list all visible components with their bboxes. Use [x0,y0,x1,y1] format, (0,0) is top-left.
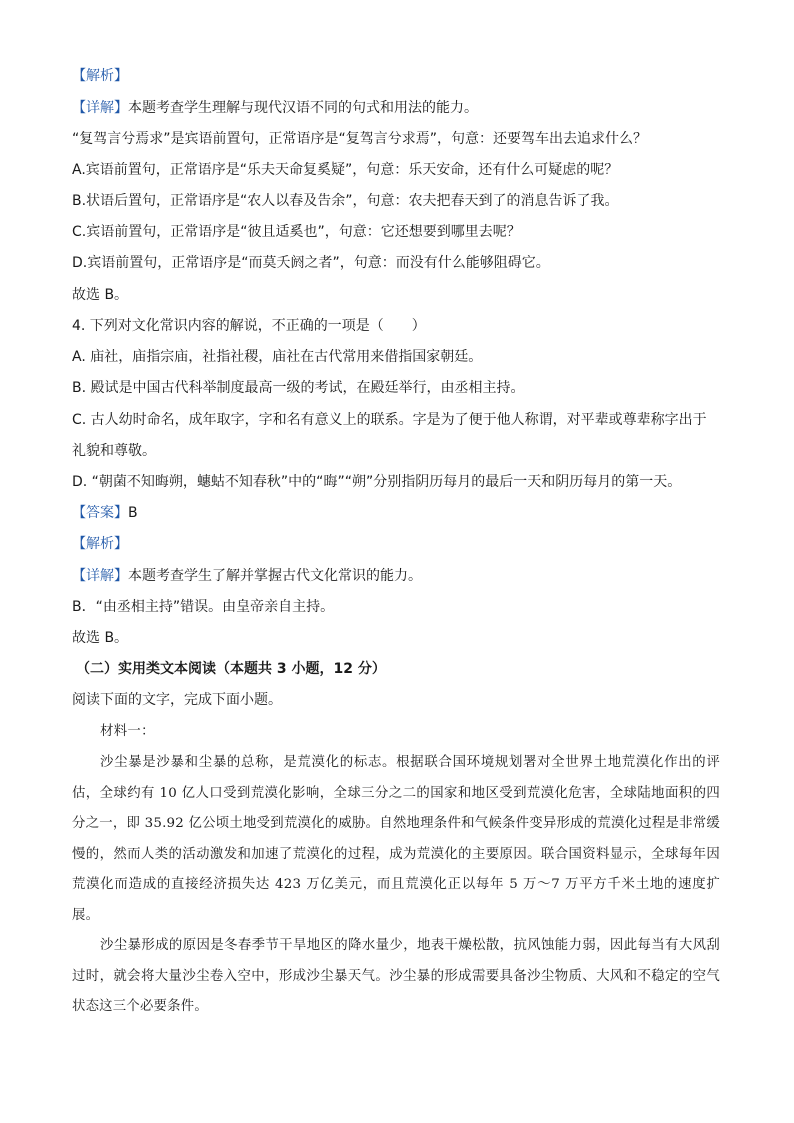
question-option-c: C. 古人幼时命名，成年取字，字和名有意义上的联系。字是为了便于他人称谓，对平辈或尊辈称字出于礼貌和尊敬。 [72,412,707,459]
option-d-line: D.宾语前置句，正常语序是“而莫夭阏之者”，句意：而没有什么能够阻碍它。 [72,255,550,271]
answer-value: B [128,505,138,521]
section-heading: （二）实用类文本阅读（本题共 3 小题，12 分） [76,661,386,677]
detail-text: 本题考查学生理解与现代汉语不同的句式和用法的能力。 [128,100,478,116]
answer-line [72,503,734,523]
intro-line: “复驾言兮焉求”是宾语前置句，正常语序是“复驾言兮求焉”，句意：还要驾车出去追求什么？ [72,131,648,147]
detail-line [72,98,734,118]
detail-text: 本题考查学生了解并掌握古代文化常识的能力。 [128,568,422,584]
material-paragraph-2: 沙尘暴形成的原因是冬春季节干旱地区的降水量少，地表干燥松散，抗风蚀能力弱，因此每当有大风刮过时，就会将大量沙尘卷入空中，形成沙尘暴天气。沙尘暴的形成需要具备沙尘物质、大风和不稳定的空气状态这三个必要条件。 [72,938,720,1014]
question-option-b: B. 殿试是中国古代科举制度最高一级的考试，在殿廷举行，由丞相主持。 [72,380,525,396]
answer-tag: 【答案】 [72,505,128,521]
choice-line: 故选 B。 [72,630,129,646]
detail-tag: 【详解】 [72,568,128,584]
question-option-d: D. “朝菌不知晦朔，蟪蛄不知春秋”中的“晦”“朔”分别指阴历每月的最后一天和阴历每月的第一天。 [72,474,682,490]
option-b-line: B.状语后置句，正常语序是“农人以春及告余”，句意：农夫把春天到了的消息告诉了我。 [72,193,619,209]
choice-line: 故选 B。 [72,287,129,303]
question-stem: 4. 下列对文化常识内容的解说，不正确的一项是（ ） [72,318,426,334]
analysis-tag: 【解析】 [72,536,128,552]
detail-tag: 【详解】 [72,100,128,116]
instruction: 阅读下面的文字，完成下面小题。 [72,692,282,708]
material-body [72,748,720,1023]
option-a-line: A.宾语前置句，正常语序是“乐夫天命复奚疑”，句意：乐天安命，还有什么可疑虑的呢？ [72,162,619,178]
question-option-a: A. 庙社，庙指宗庙，社指社稷，庙社在古代常用来借指国家朝廷。 [72,349,483,365]
detail-line [72,566,734,586]
analysis-tag: 【解析】 [72,68,128,84]
explanation-line: B．“由丞相主持”错误。由皇帝亲自主持。 [72,599,335,615]
material-label: 材料一： [100,724,155,739]
material-paragraph-1: 沙尘暴是沙暴和尘暴的总称，是荒漠化的标志。根据联合国环境规划署对全世界土地荒漠化作出的评估，全球约有 10 亿人口受到荒漠化影响，全球三分之二的国家和地区受到荒漠化危害，全球陆地面积的四分之一，即 35.92 亿公顷土地受到荒漠化的威胁。自然地理条件和气候条件变异形成的荒漠化过程是非常缓慢的，然而人类的活动激发和加速了荒漠化的过程，成为荒漠化的主要原因。联合国资料显示，全球每年因荒漠化而造成的直接经济损失达 423 万亿美元，而且荒漠化正以每年 5 万～7 万平方千米土地的速度扩展。 [72,755,720,923]
option-c-line: C.宾语前置句，正常语序是“彼且适奚也”，句意：它还想要到哪里去呢？ [72,224,521,240]
